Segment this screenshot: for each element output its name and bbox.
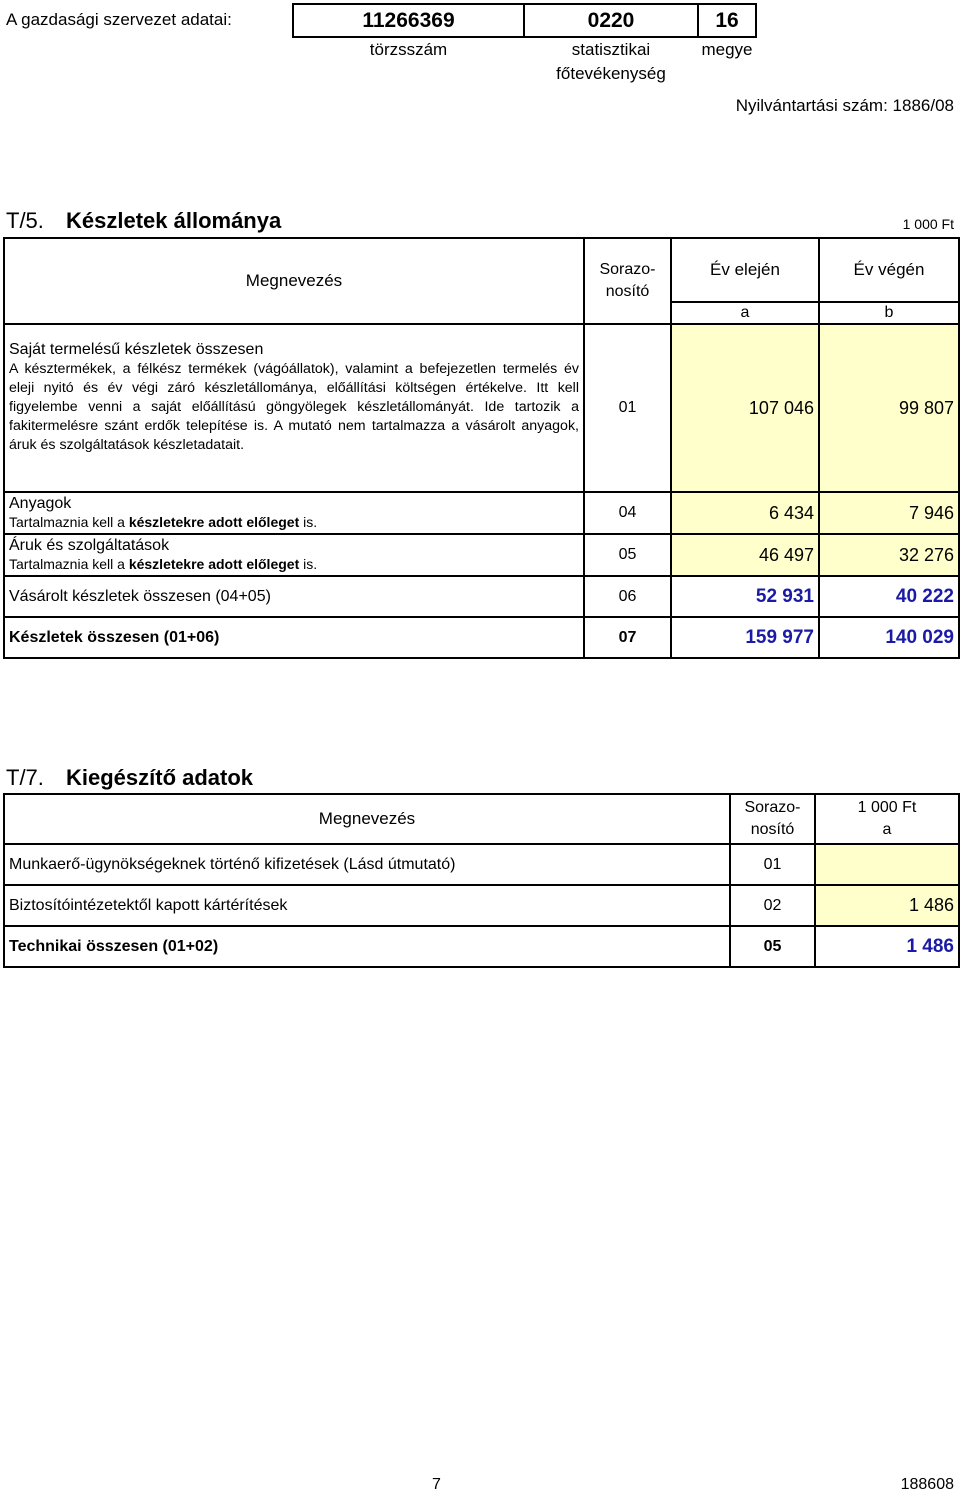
t5-row01-title: Saját termelésű készletek összesen (9, 341, 264, 358)
t5-row05-cell (4, 534, 584, 576)
t7-code: T/7. (6, 765, 44, 790)
t5-row01-desc-cell (4, 324, 584, 492)
t5-row04-code: 04 (584, 492, 671, 534)
nyilvantartasi-szam: Nyilvántartási szám: 1886/08 (735, 96, 954, 115)
torzsszam-label: törzsszám (369, 40, 448, 59)
t7-col-sorazo-2: nosító (750, 821, 795, 838)
t5-row04-note-pre: Tartalmaznia kell a (9, 514, 129, 530)
t5-col-megnevezes: Megnevezés (4, 238, 584, 324)
statisztikai-label-1: statisztikai (571, 40, 651, 59)
t5-unit: 1 000 Ft (902, 216, 954, 232)
t5-row04-title: Anyagok (9, 495, 72, 512)
t5-row05-note (9, 555, 579, 574)
t7-row05-title: Technikai összesen (01+02) (4, 926, 730, 967)
t5-col-sorazonosito (584, 238, 671, 324)
t5-row-06 (4, 576, 959, 617)
t5-row04-b: 7 946 (819, 492, 959, 534)
t5-row04-a: 6 434 (671, 492, 819, 534)
t7-row01-code: 01 (730, 844, 815, 885)
t5-col-sorazo-1: Sorazo- (599, 261, 656, 278)
t7-col-unit-a (815, 794, 959, 844)
megye-label: megye (701, 40, 753, 59)
t7-row02-a: 1 486 (815, 885, 959, 926)
t5-title: Készletek állománya (66, 208, 282, 233)
t5-row-05 (4, 534, 959, 576)
t7-row01-a (815, 844, 959, 885)
t5-row07-a: 159 977 (671, 617, 819, 658)
t7-col-sorazonosito (730, 794, 815, 844)
t5-row05-note-pre: Tartalmaznia kell a (9, 556, 129, 572)
t5-col-b: b (819, 302, 959, 324)
t5-table (3, 237, 960, 659)
t7-title: Kiegészítő adatok (66, 765, 254, 790)
t5-row05-b: 32 276 (819, 534, 959, 576)
t7-col-sorazo-1: Sorazo- (744, 799, 801, 816)
t5-row06-a: 52 931 (671, 576, 819, 617)
t5-row-04 (4, 492, 959, 534)
t7-row01-title: Munkaerő-ügynökségeknek történő kifizetések (Lásd útmutató) (4, 844, 730, 885)
t7-row-02 (4, 885, 959, 926)
t7-row05-a: 1 486 (815, 926, 959, 967)
document-id: 188608 (900, 1476, 954, 1493)
t5-row05-note-post: is. (299, 556, 318, 572)
t5-row04-note (9, 513, 579, 532)
t7-row-05 (4, 926, 959, 967)
t5-code: T/5. (6, 208, 44, 233)
t5-col-sorazo-2: nosító (605, 283, 650, 300)
t5-row-07 (4, 617, 959, 658)
t5-row06-b: 40 222 (819, 576, 959, 617)
t5-row06-title: Vásárolt készletek összesen (04+05) (4, 576, 584, 617)
t5-col-ev-elejen: Év elején (671, 238, 819, 302)
org-label: A gazdasági szervezet adatai: (6, 10, 232, 29)
t5-row06-code: 06 (584, 576, 671, 617)
t5-row05-code: 05 (584, 534, 671, 576)
t5-row07-b: 140 029 (819, 617, 959, 658)
t7-col-a: a (882, 821, 892, 838)
t5-row07-title: Készletek összesen (01+06) (4, 617, 584, 658)
t7-row-01 (4, 844, 959, 885)
t5-row01-desc: A késztermékek, a félkész termékek (vágóállatok), valamint a befejezetlen termelés év eleji nyitó és év végi záró készletállománya, előállítási költségen értékelve. Itt kell figyelembe venni a saját előállítású göngyölegek készletállományát. Ide tartozik a fakitermelésre szánt erdők telepítése is. A mutató nem tartalmazza a vásárolt anyagok, áruk és szolgáltatások készletadatait. (9, 361, 579, 453)
statisztikai-label-2: főtevékenység (556, 64, 666, 83)
t5-row01-b: 99 807 (819, 324, 959, 492)
t7-row05-code: 05 (730, 926, 815, 967)
t5-row04-note-post: is. (299, 514, 318, 530)
statisztikai-value: 0220 (523, 3, 699, 38)
t5-row-01 (4, 324, 959, 492)
t5-col-a: a (671, 302, 819, 324)
t5-row07-code: 07 (584, 617, 671, 658)
t5-row04-note-bold: készletekre adott előleget (128, 514, 300, 530)
t7-col-megnevezes: Megnevezés (4, 794, 730, 844)
t5-row05-title: Áruk és szolgáltatások (9, 537, 170, 554)
page-number: 7 (432, 1476, 441, 1493)
t7-row02-code: 02 (730, 885, 815, 926)
t5-col-ev-vegen: Év végén (819, 238, 959, 302)
torzsszam-value: 11266369 (292, 3, 525, 38)
t5-row05-note-bold: készletekre adott előleget (128, 556, 300, 572)
t5-row04-cell (4, 492, 584, 534)
t7-row02-title: Biztosítóintézetektől kapott kártérítések (4, 885, 730, 926)
t7-col-unit: 1 000 Ft (857, 799, 917, 816)
t7-table (3, 793, 960, 968)
t5-row05-a: 46 497 (671, 534, 819, 576)
t5-row01-a: 107 046 (671, 324, 819, 492)
megye-value: 16 (697, 3, 757, 38)
t5-row01-code: 01 (584, 324, 671, 492)
